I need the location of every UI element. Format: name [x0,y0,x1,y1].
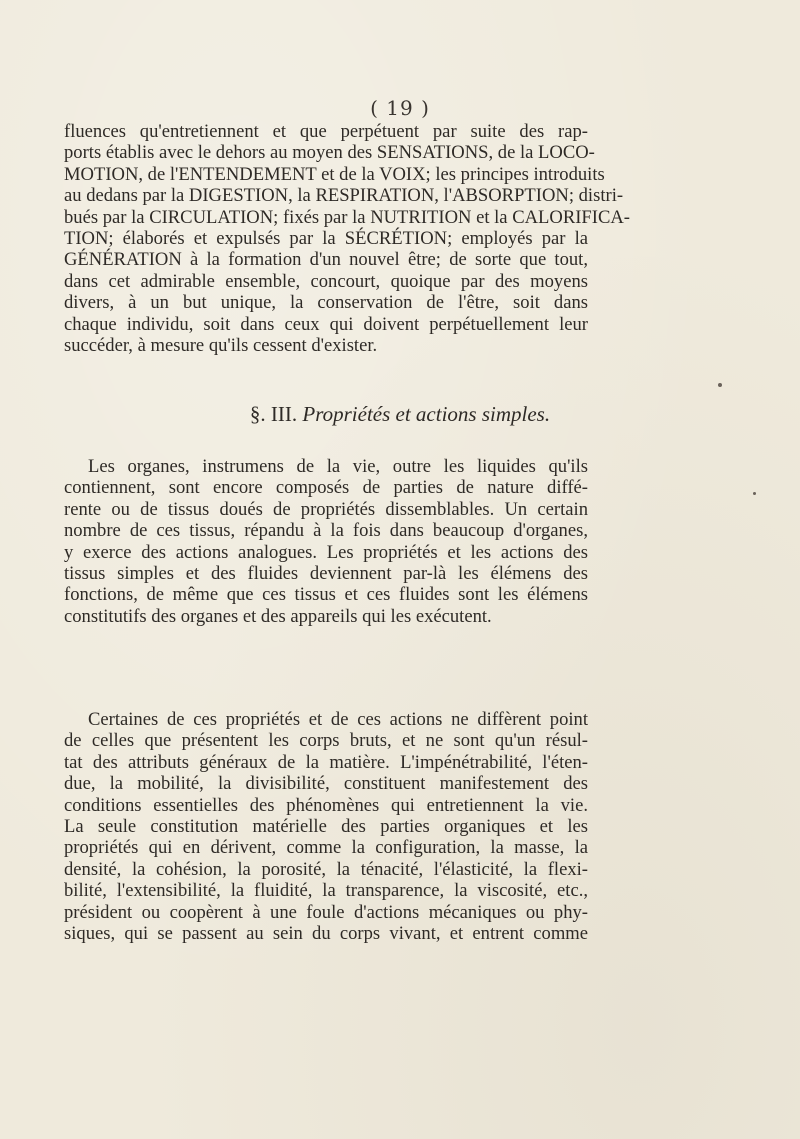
text-line: rente ou de tissus doués de propriétés dissemblables. Un certain [64,498,588,520]
text-line: densité, la cohésion, la porosité, la ténacité, l'élasticité, la flexi- [64,858,588,880]
section-number: §. III. [249,402,298,426]
text-line: siques, qui se passent au sein du corps vivant, et entrent comme [64,923,588,945]
text-line: dans cet admirable ensemble, concourt, quoique par des moyens [64,270,588,292]
text-line: au dedans par la DIGESTION, la RESPIRATION, l'ABSORPTION; distri- [64,185,624,207]
text-line: succéder, à mesure qu'ils cessent d'exister. [64,335,378,357]
text-line: chaque individu, soit dans ceux qui doivent perpétuellement leur [64,313,588,335]
text-line: constitutifs des organes et des appareils qui les exécutent. [64,605,492,627]
text-line: bilité, l'extensibilité, la fluidité, la transparence, la viscosité, etc., [64,880,588,902]
text-line: GÉNÉRATION à la formation d'un nouvel être; de sorte que tout, [64,249,588,271]
ink-speck [718,383,722,387]
text-line: tat des attributs généraux de la matière. L'impénétrabilité, l'éten- [64,751,588,773]
text-line: Les organes, instrumens de la vie, outre les liquides qu'ils [88,456,588,477]
text-line: propriétés qui en dérivent, comme la configuration, la masse, la [64,837,588,859]
text-line: Certaines de ces propriétés et de ces actions ne diffèrent point [88,709,588,730]
page-number: ( 19 ) [370,96,430,120]
text-line: bués par la CIRCULATION; fixés par la NUTRITION et la CALORIFICA- [64,206,630,228]
text-line: y exerce des actions analogues. Les propriétés et les actions des [64,541,588,563]
text-line: fluences qu'entretiennent et que perpétuent par suite des rap- [64,121,588,142]
paragraph-2 [64,456,588,627]
text-line: La seule constitution matérielle des parties organiques et les [64,816,588,838]
text-line: tissus simples et des fluides deviennent par-là les élémens des [64,563,588,585]
paragraph-3 [64,709,588,944]
ink-speck [753,492,756,495]
text-line: conditions essentielles des phénomènes qui entretiennent la vie. [64,794,588,816]
text-line: divers, à un but unique, la conservation de l'être, soit dans [64,292,588,314]
text-line: président ou coopèrent à une foule d'actions mécaniques ou phy- [64,901,588,923]
text-line: fonctions, de même que ces tissus et ces fluides sont les élémens [64,584,588,606]
section-heading [0,402,800,427]
section-title: Propriétés et actions simples. [302,402,551,426]
text-line: ports établis avec le dehors au moyen des SENSATIONS, de la LOCO- [64,142,595,164]
paragraph-1 [64,121,630,357]
text-line: contiennent, sont encore composés de parties de nature diffé- [64,477,588,499]
text-line: TION; élaborés et expulsés par la SÉCRÉTION; employés par la [64,228,588,250]
text-line: MOTION, de l'ENTENDEMENT et de la VOIX; les principes introduits [64,163,605,185]
text-line: due, la mobilité, la divisibilité, constituent manifestement des [64,773,588,795]
text-line: de celles que présentent les corps bruts, et ne sont qu'un résul- [64,730,588,752]
text-line: nombre de ces tissus, répandu à la fois dans beaucoup d'organes, [64,520,588,542]
